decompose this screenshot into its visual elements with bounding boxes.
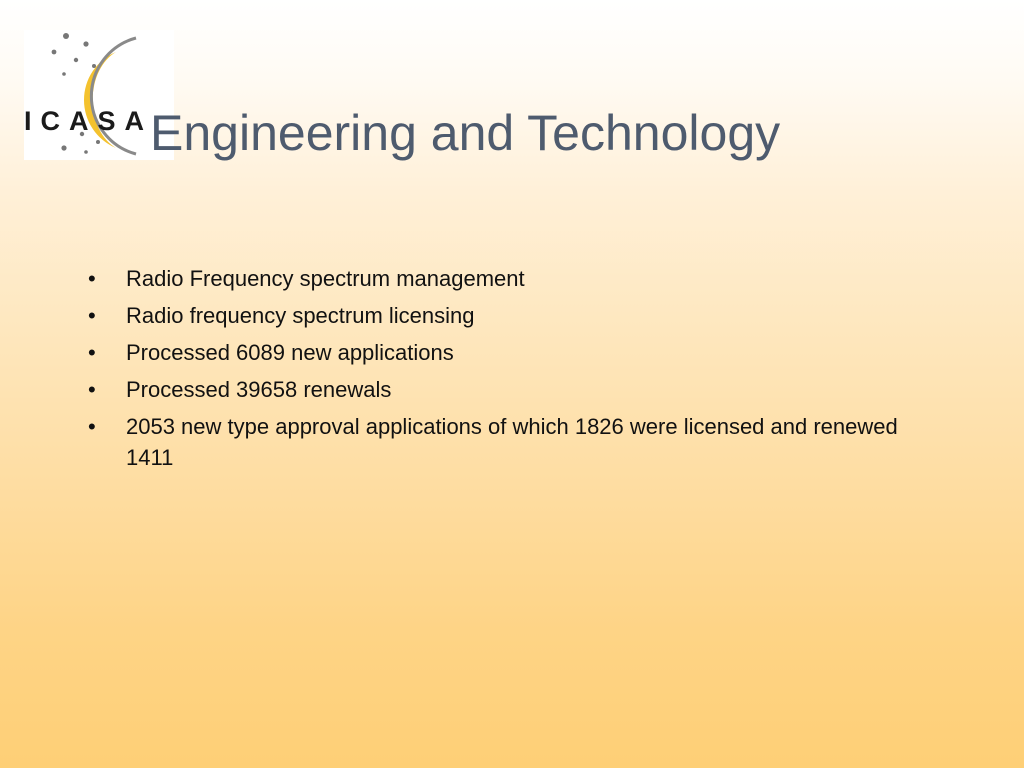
bullet-text: 2053 new type approval applications of which 1826 were licensed and renewed 1411	[126, 414, 898, 470]
bullet-text: Processed 39658 renewals	[126, 377, 392, 402]
bullet-text: Processed 6089 new applications	[126, 340, 454, 365]
bullet-marker: •	[88, 266, 96, 291]
bullet-text: Radio frequency spectrum licensing	[126, 303, 475, 328]
bullet-marker: •	[88, 377, 96, 402]
bullet-item	[88, 411, 938, 473]
bullet-list	[88, 263, 938, 479]
bullet-marker: •	[88, 303, 96, 328]
bullet-marker: •	[88, 414, 96, 439]
bullet-item	[88, 337, 938, 368]
bullet-item	[88, 263, 938, 294]
bullet-item	[88, 374, 938, 405]
slide-title: Engineering and Technology	[150, 105, 781, 161]
bullet-item	[88, 300, 938, 331]
bullet-text: Radio Frequency spectrum management	[126, 266, 525, 291]
bullet-marker: •	[88, 340, 96, 365]
logo-wordmark: ICASA	[24, 106, 154, 136]
